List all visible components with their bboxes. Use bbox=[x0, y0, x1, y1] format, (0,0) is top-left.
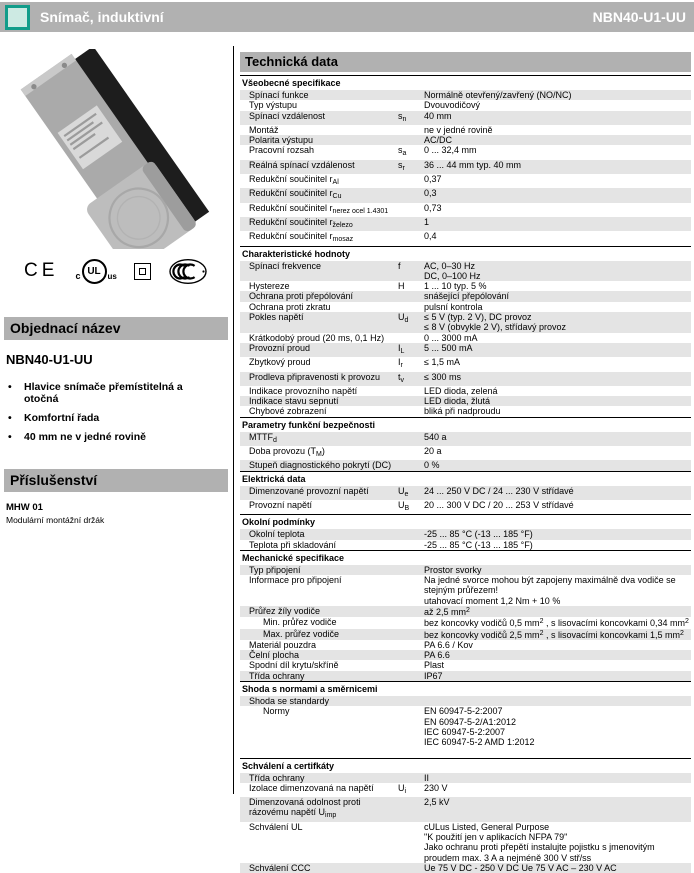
spec-row bbox=[240, 312, 691, 333]
spec-row bbox=[240, 617, 691, 628]
spec-value-line: AC, 0–30 Hz bbox=[424, 260, 476, 271]
spec-section-header: Shoda s normami a směrnicemi bbox=[240, 681, 691, 696]
spec-value-line: 1 bbox=[424, 216, 430, 227]
datasheet-page bbox=[0, 2, 694, 873]
spec-label: Redukční součinitel $r_{mosaz}$ bbox=[249, 231, 354, 244]
spec-symbol bbox=[398, 291, 424, 301]
spec-row bbox=[240, 773, 691, 783]
spec-value-line: ne v jedné rovině bbox=[424, 124, 493, 135]
feature-text: 40 mm ne v jedné rovině bbox=[24, 431, 146, 443]
content-columns bbox=[0, 46, 694, 873]
spec-row bbox=[240, 125, 691, 135]
spec-label: Zbytkový proud bbox=[249, 357, 311, 368]
spec-row bbox=[240, 446, 691, 460]
product-photo bbox=[4, 46, 228, 251]
cul-us-mark-icon bbox=[75, 259, 116, 284]
protection-class-ii-icon bbox=[134, 263, 151, 280]
tech-table bbox=[240, 75, 691, 873]
spec-value bbox=[424, 188, 691, 202]
spec-value bbox=[424, 706, 691, 747]
spec-label: Ochrana proti zkratu bbox=[249, 301, 331, 312]
spec-row bbox=[240, 783, 691, 797]
spec-value-line: "K použití jen v aplikacích NFPA 79" bbox=[424, 832, 568, 843]
spec-row bbox=[240, 565, 691, 575]
ul-label: UL bbox=[87, 265, 101, 277]
spec-value-line: LED dioda, žlutá bbox=[424, 396, 491, 407]
spec-label: Dimenzovaná odolnost proti rázovému napětí $U_{imp}$ bbox=[249, 797, 361, 820]
spec-value-line: 0,73 bbox=[424, 202, 442, 213]
spec-label: Schválení CCC bbox=[249, 862, 311, 873]
spec-section bbox=[240, 471, 691, 515]
spec-label: Průřez žíly vodiče bbox=[249, 605, 321, 616]
spec-row bbox=[240, 160, 691, 174]
spec-symbol bbox=[398, 125, 424, 135]
spec-row bbox=[240, 540, 691, 550]
spec-value bbox=[424, 640, 691, 650]
spec-label: Pokles napětí bbox=[249, 312, 304, 323]
spec-symbol: $s_a$ bbox=[398, 145, 407, 158]
spec-row bbox=[240, 706, 691, 747]
spec-label: Typ výstupu bbox=[249, 100, 298, 111]
spec-label: Informace pro připojení bbox=[249, 575, 342, 586]
spec-value bbox=[424, 302, 691, 312]
spec-value-line: 20 ... 300 V DC / 20 ... 253 V střídavé bbox=[424, 499, 574, 510]
spec-value bbox=[424, 432, 691, 446]
spec-value bbox=[424, 174, 691, 188]
spec-label: Typ připojení bbox=[249, 564, 301, 575]
spec-label: Stupeň diagnostického pokrytí (DC) bbox=[249, 460, 392, 471]
spec-section-header: Parametry funkční bezpečnosti bbox=[240, 417, 691, 432]
spec-row bbox=[240, 606, 691, 617]
spec-section bbox=[240, 75, 691, 246]
spec-value bbox=[424, 111, 691, 125]
spec-value-line: ≤ 300 ms bbox=[424, 371, 461, 382]
spec-label: Třída ochrany bbox=[249, 670, 305, 681]
certification-marks bbox=[4, 251, 228, 287]
spec-symbol bbox=[398, 174, 424, 188]
spec-label: Montáž bbox=[249, 124, 279, 135]
spec-value-line: 0,3 bbox=[424, 188, 437, 199]
spec-value bbox=[424, 617, 691, 628]
spec-symbol bbox=[398, 822, 424, 863]
spec-value bbox=[424, 863, 691, 873]
sensor-illustration bbox=[19, 49, 214, 249]
spec-value-line: 40 mm bbox=[424, 110, 452, 121]
spec-value-line: Prostor svorky bbox=[424, 564, 482, 575]
spec-label: Schválení UL bbox=[249, 821, 303, 832]
spec-label: $MTTF_d$ bbox=[249, 431, 277, 444]
spec-symbol bbox=[398, 302, 424, 312]
spec-label: Redukční součinitel $r_{železo}$ bbox=[249, 216, 353, 229]
spec-symbol bbox=[398, 706, 424, 747]
spec-symbol bbox=[398, 446, 424, 460]
spec-row bbox=[240, 406, 691, 416]
spec-label: Hystereze bbox=[249, 281, 290, 292]
left-column bbox=[0, 46, 233, 794]
spec-value-line: 1 ... 10 typ. 5 % bbox=[424, 281, 487, 292]
spec-value-line: AC/DC bbox=[424, 135, 453, 146]
spec-label: Shoda se standardy bbox=[249, 696, 330, 707]
spec-symbol bbox=[398, 231, 424, 245]
spec-symbol: $U_e$ bbox=[398, 485, 409, 498]
spec-symbol: f bbox=[398, 260, 401, 271]
spec-symbol: $t_v$ bbox=[398, 371, 405, 384]
spec-section bbox=[240, 246, 691, 417]
spec-row bbox=[240, 650, 691, 660]
spec-value-line: 20 a bbox=[424, 446, 442, 457]
spec-symbol: H bbox=[398, 281, 405, 292]
spec-label: Krátkodobý proud (20 ms, 0,1 Hz) bbox=[249, 332, 385, 343]
spec-symbol bbox=[398, 575, 424, 606]
spec-value bbox=[424, 261, 691, 282]
spec-value-line: bez koncovky vodičů 2,5 $mm^2$ , s lisovacími koncovkami 1,5 $mm^2$ bbox=[424, 629, 684, 640]
spec-symbol: $U_B$ bbox=[398, 499, 410, 512]
spec-value-line: až 2,5 $mm^2$ bbox=[424, 606, 470, 617]
model-number-header: NBN40-U1-UU bbox=[592, 9, 686, 25]
spec-row bbox=[240, 396, 691, 406]
spec-row bbox=[240, 90, 691, 100]
spec-label: Teplota při skladování bbox=[249, 539, 337, 550]
spec-value-line: IEC 60947-5-2 AMD 1:2012 bbox=[424, 737, 535, 748]
spec-section bbox=[240, 550, 691, 681]
spec-value-line: 230 V bbox=[424, 782, 448, 793]
spec-value-line: -25 ... 85 °C (-13 ... 185 °F) bbox=[424, 539, 533, 550]
spec-symbol bbox=[398, 432, 424, 446]
spec-value bbox=[424, 333, 691, 343]
spec-label: Polarita výstupu bbox=[249, 135, 314, 146]
spec-symbol bbox=[398, 460, 424, 470]
spec-value-line: PA 6.6 / Kov bbox=[424, 639, 473, 650]
spec-symbol bbox=[398, 650, 424, 660]
spec-value bbox=[424, 406, 691, 416]
accessories-section-title: Příslušenství bbox=[4, 469, 228, 492]
spec-value-line: proudem max. 3 A a nejméně 300 V stř/ss bbox=[424, 852, 592, 863]
spec-row bbox=[240, 386, 691, 396]
spec-value bbox=[424, 135, 691, 145]
spec-value-line: IP67 bbox=[424, 670, 443, 681]
spec-value-line: ≤ 8 V (obvykle 2 V), střídavý provoz bbox=[424, 322, 566, 333]
feature-item bbox=[8, 412, 228, 424]
spec-value bbox=[424, 100, 691, 110]
spec-row bbox=[240, 261, 691, 282]
spec-symbol: $U_d$ bbox=[398, 312, 409, 325]
spec-value bbox=[424, 343, 691, 357]
spec-symbol bbox=[398, 540, 424, 550]
spec-symbol bbox=[398, 100, 424, 110]
spec-value bbox=[424, 540, 691, 550]
spec-value-line: 0,37 bbox=[424, 174, 442, 185]
right-column bbox=[233, 46, 694, 873]
spec-row bbox=[240, 575, 691, 606]
spec-value-line: II bbox=[424, 772, 430, 783]
spec-label: Okolní teplota bbox=[249, 529, 305, 540]
spec-value-line: 0,4 bbox=[424, 231, 437, 242]
spec-section-header: Schválení a certifkáty bbox=[240, 758, 691, 773]
spec-value bbox=[424, 565, 691, 575]
spec-section-header: Všeobecné specifikace bbox=[240, 75, 691, 90]
spec-value-line: 0 ... 32,4 mm bbox=[424, 145, 477, 156]
spec-symbol bbox=[398, 406, 424, 416]
spec-value bbox=[424, 500, 691, 514]
spec-section bbox=[240, 417, 691, 471]
spec-row bbox=[240, 302, 691, 312]
spec-section-header: Charakteristické hodnoty bbox=[240, 246, 691, 261]
spec-label: Prodleva připravenosti k provozu bbox=[249, 371, 381, 382]
product-type-title: Snímač, induktivní bbox=[40, 9, 164, 25]
spec-row bbox=[240, 432, 691, 446]
spec-label: Redukční součinitel $r_{nerez ocel 1.4301}$ bbox=[249, 202, 389, 215]
spec-label: Max. průřez vodiče bbox=[263, 628, 340, 639]
spec-symbol bbox=[398, 203, 424, 217]
spec-section bbox=[240, 758, 691, 873]
spec-value-line: -25 ... 85 °C (-13 ... 185 °F) bbox=[424, 529, 533, 540]
spec-row bbox=[240, 660, 691, 670]
spec-label: Ochrana proti přepólování bbox=[249, 291, 354, 302]
spec-label: Provozní napětí bbox=[249, 499, 313, 510]
spec-value bbox=[424, 312, 691, 333]
spec-value bbox=[424, 773, 691, 783]
spec-value-line: bez koncovky vodičů 0,5 $mm^2$ , s lisovacími koncovkami 0,34 $mm^2$ bbox=[424, 618, 689, 629]
spec-symbol bbox=[398, 565, 424, 575]
spec-value-line: snášející přepólování bbox=[424, 291, 510, 302]
spec-symbol bbox=[398, 90, 424, 100]
bullet-icon: • bbox=[8, 381, 12, 393]
spec-row bbox=[240, 145, 691, 159]
ce-mark-icon: CE bbox=[24, 260, 59, 281]
spec-value-line: Plast bbox=[424, 660, 445, 671]
spec-row bbox=[240, 460, 691, 470]
spec-value bbox=[424, 660, 691, 670]
title-bar bbox=[0, 2, 694, 32]
spec-symbol bbox=[398, 797, 424, 822]
spec-value bbox=[424, 160, 691, 174]
spec-label: Spínací vzdálenost bbox=[249, 110, 326, 121]
feature-item bbox=[8, 381, 228, 405]
spec-section bbox=[240, 514, 691, 550]
spec-row bbox=[240, 343, 691, 357]
spec-value bbox=[424, 281, 691, 291]
spec-symbol: $s_r$ bbox=[398, 159, 405, 172]
spec-symbol bbox=[398, 188, 424, 202]
spec-value bbox=[424, 650, 691, 660]
spec-label: Provozní proud bbox=[249, 342, 311, 353]
spec-symbol bbox=[398, 773, 424, 783]
spec-symbol bbox=[398, 333, 424, 343]
spec-row bbox=[240, 281, 691, 291]
spec-symbol bbox=[398, 396, 424, 406]
spec-row bbox=[240, 231, 691, 245]
spec-row bbox=[240, 500, 691, 514]
spec-value-line: bliká při nadproudu bbox=[424, 406, 501, 417]
spec-value-line: 540 a bbox=[424, 431, 447, 442]
spec-value bbox=[424, 145, 691, 159]
spec-value-line: 2,5 kV bbox=[424, 797, 450, 808]
spec-value-line: ≤ 5 V (typ. 2 V), DC provoz bbox=[424, 312, 532, 323]
spec-value bbox=[424, 386, 691, 396]
spec-symbol bbox=[398, 217, 424, 231]
spec-value-line: Jako ochranu proti přepětí instalujte pojistku s jmenovitým bbox=[424, 842, 655, 853]
accessory-item bbox=[6, 502, 228, 525]
spec-value bbox=[424, 217, 691, 231]
ordering-section-title: Objednací název bbox=[4, 317, 228, 340]
spec-value bbox=[424, 372, 691, 386]
spec-label: Reálná spínací vzdálenost bbox=[249, 159, 355, 170]
spec-row bbox=[240, 629, 691, 640]
feature-text: Hlavice snímače přemístitelná a otočná bbox=[24, 381, 183, 405]
spec-row bbox=[240, 174, 691, 188]
spec-label: Materiál pouzdra bbox=[249, 639, 317, 650]
spec-row bbox=[240, 357, 691, 371]
spec-row bbox=[240, 333, 691, 343]
feature-text: Komfortní řada bbox=[24, 412, 100, 424]
spec-label: Spodní díl krytu/skříně bbox=[249, 660, 339, 671]
accessory-description: Modulární montážní držák bbox=[6, 515, 105, 525]
spec-value-line: cULus Listed, General Purpose bbox=[424, 821, 550, 832]
spec-value bbox=[424, 460, 691, 470]
spec-label: Min. průřez vodiče bbox=[263, 617, 337, 628]
spec-label: Normy bbox=[263, 706, 290, 717]
spec-row bbox=[240, 822, 691, 863]
brand-logo-icon bbox=[5, 5, 30, 30]
spec-value-line: Normálně otevřený/zavřený (NO/NC) bbox=[424, 90, 572, 100]
spec-row bbox=[240, 100, 691, 110]
spec-label: Spínací frekvence bbox=[249, 260, 322, 271]
spec-value bbox=[424, 446, 691, 460]
spec-value bbox=[424, 529, 691, 539]
spec-value bbox=[424, 231, 691, 245]
spec-label: Doba provozu $(T_M)$ bbox=[249, 446, 325, 459]
spec-label: Chybové zobrazení bbox=[249, 406, 327, 417]
spec-value-line: stejným průřezem! bbox=[424, 585, 499, 596]
spec-value-line: PA 6.6 bbox=[424, 650, 450, 661]
spec-value bbox=[424, 90, 691, 100]
spec-value-line: Na jedné svorce mohou být zapojeny maximálně dva vodiče se bbox=[424, 575, 676, 586]
spec-label: Redukční součinitel $r_{Al}$ bbox=[249, 174, 339, 187]
spec-value-line: pulsní kontrola bbox=[424, 301, 483, 312]
spec-value-line: 36 ... 44 mm typ. 40 mm bbox=[424, 159, 522, 170]
spec-value-line: utahovací moment 1,2 Nm + 10 % bbox=[424, 595, 561, 606]
spec-symbol: $s_n$ bbox=[398, 110, 407, 123]
spec-symbol bbox=[398, 671, 424, 681]
accessories-list bbox=[4, 502, 228, 525]
spec-symbol bbox=[398, 629, 424, 640]
spec-value-line: 0 % bbox=[424, 460, 440, 471]
spec-row bbox=[240, 671, 691, 681]
bullet-icon: • bbox=[8, 431, 12, 443]
spec-value-line: 0 ... 3000 mA bbox=[424, 332, 478, 343]
spec-value-line: EN 60947-5-2/A1:2012 bbox=[424, 716, 517, 727]
spec-row bbox=[240, 111, 691, 125]
spec-value-line: 5 ... 500 mA bbox=[424, 342, 473, 353]
spec-symbol: $I_L$ bbox=[398, 342, 405, 355]
spec-value bbox=[424, 696, 691, 706]
spec-value-line: DC, 0–100 Hz bbox=[424, 270, 481, 281]
spec-value bbox=[424, 671, 691, 681]
accessory-name: MHW 01 bbox=[6, 502, 43, 513]
spec-row bbox=[240, 372, 691, 386]
spec-value bbox=[424, 629, 691, 640]
feature-item bbox=[8, 431, 228, 443]
spec-symbol bbox=[398, 135, 424, 145]
spec-value-line: 24 ... 250 V DC / 24 ... 230 V střídavé bbox=[424, 485, 574, 496]
spec-symbol: $U_i$ bbox=[398, 782, 407, 795]
ul-us-label: us bbox=[107, 271, 117, 281]
spec-section bbox=[240, 681, 691, 747]
spec-symbol bbox=[398, 529, 424, 539]
spec-row bbox=[240, 696, 691, 706]
ordering-model: NBN40-U1-UU bbox=[6, 352, 93, 367]
ul-c-label: c bbox=[75, 271, 81, 281]
spec-symbol bbox=[398, 696, 424, 706]
tech-data-title: Technická data bbox=[240, 52, 691, 72]
spec-row bbox=[240, 135, 691, 145]
spec-label: Pracovní rozsah bbox=[249, 145, 315, 156]
spec-label: Indikace stavu sepnutí bbox=[249, 396, 339, 407]
feature-list bbox=[4, 381, 228, 443]
spec-symbol bbox=[398, 863, 424, 873]
spec-label: Izolace dimenzovaná na napětí bbox=[249, 782, 374, 793]
spec-symbol: $I_r$ bbox=[398, 357, 403, 370]
spec-row bbox=[240, 291, 691, 301]
spec-row bbox=[240, 640, 691, 650]
spec-value-line: ≤ 1,5 mA bbox=[424, 357, 460, 368]
spec-label: Indikace provozního napětí bbox=[249, 385, 358, 396]
spec-label: Spínací funkce bbox=[249, 90, 309, 100]
spec-row bbox=[240, 217, 691, 231]
spec-value bbox=[424, 291, 691, 301]
spec-symbol bbox=[398, 617, 424, 628]
spec-value-line: Dvouvodičový bbox=[424, 100, 481, 111]
spec-label: Redukční součinitel $r_{Cu}$ bbox=[249, 188, 342, 201]
spec-section-header: Elektrická data bbox=[240, 471, 691, 486]
spec-value bbox=[424, 783, 691, 797]
spec-value-line: EN 60947-5-2:2007 bbox=[424, 706, 503, 717]
spec-symbol bbox=[398, 386, 424, 396]
spec-value bbox=[424, 396, 691, 406]
spec-value bbox=[424, 606, 691, 617]
spec-value bbox=[424, 125, 691, 135]
spec-value bbox=[424, 203, 691, 217]
spec-row bbox=[240, 863, 691, 873]
spec-value bbox=[424, 575, 691, 606]
spec-value bbox=[424, 797, 691, 822]
spec-symbol bbox=[398, 660, 424, 670]
spec-value-line: LED dioda, zelená bbox=[424, 385, 498, 396]
spec-row bbox=[240, 529, 691, 539]
spec-section-header: Mechanické specifikace bbox=[240, 550, 691, 565]
spec-label: Dimenzované provozní napětí bbox=[249, 485, 369, 496]
spec-value bbox=[424, 822, 691, 863]
ccc-mark-icon bbox=[168, 258, 210, 285]
spec-row bbox=[240, 486, 691, 500]
spec-section-header: Okolní podmínky bbox=[240, 514, 691, 529]
spec-symbol bbox=[398, 606, 424, 617]
spec-value bbox=[424, 357, 691, 371]
spec-label: Čelní plocha bbox=[249, 650, 300, 661]
spec-value bbox=[424, 486, 691, 500]
bullet-icon: • bbox=[8, 412, 12, 424]
spec-value-line: Ue 75 V DC - 250 V DC Ue 75 V AC – 230 V AC bbox=[424, 862, 617, 873]
spec-symbol bbox=[398, 640, 424, 650]
spec-value-line: IEC 60947-5-2:2007 bbox=[424, 726, 506, 737]
spec-label: Třída ochrany bbox=[249, 772, 305, 783]
spec-row bbox=[240, 203, 691, 217]
spec-row bbox=[240, 188, 691, 202]
spec-row bbox=[240, 797, 691, 822]
